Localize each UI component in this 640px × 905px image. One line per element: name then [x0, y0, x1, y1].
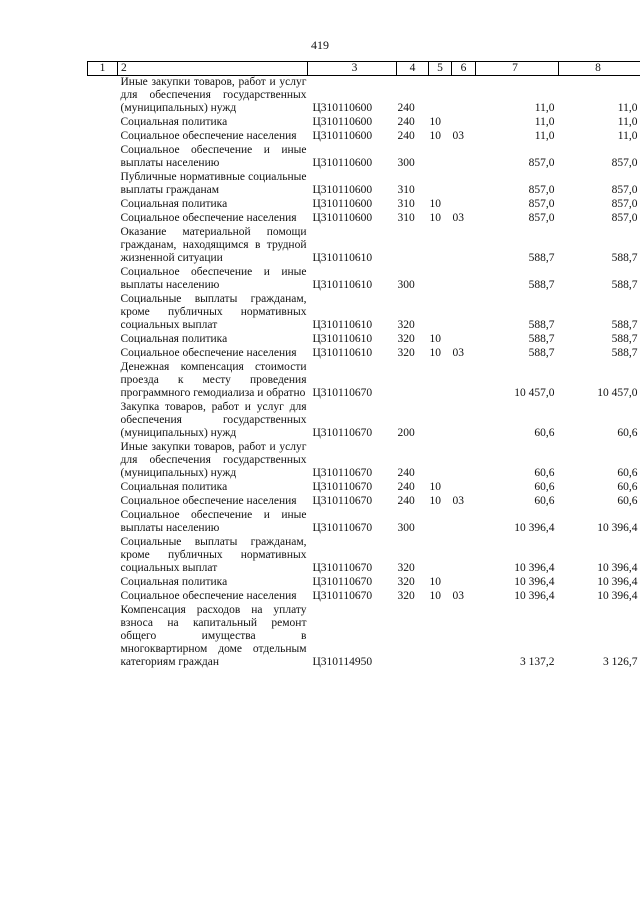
section-cell: [429, 144, 452, 171]
section-cell: [429, 604, 452, 670]
expense-name-cell: Социальная политика: [120, 198, 228, 210]
subsection-cell: 03: [452, 130, 464, 142]
target-code-cell: Ц310110610: [312, 279, 373, 291]
row-number-cell: [88, 495, 118, 509]
amount-cell: 60,6: [617, 427, 638, 439]
section-cell: 10: [429, 590, 441, 602]
target-code-cell: Ц310110610: [312, 333, 373, 345]
expense-type-cell: 320: [397, 319, 415, 331]
subsection-cell: [452, 171, 476, 198]
amount-cell: 588,7: [611, 347, 638, 359]
row-number-cell: [88, 171, 118, 198]
row-number-cell: [88, 226, 118, 266]
row-number-cell: [88, 509, 118, 536]
section-cell: [429, 509, 452, 536]
amount-cell: 857,0: [528, 212, 555, 224]
table-row: [88, 481, 640, 495]
section-cell: [429, 441, 452, 481]
target-code-cell: Ц310110610: [312, 347, 373, 359]
amount-cell: 3 137,2: [520, 656, 555, 668]
subsection-cell: 03: [452, 590, 464, 602]
table-row: [88, 76, 640, 117]
target-code-cell: Ц310110670: [312, 590, 373, 602]
expense-type-cell: [397, 361, 429, 401]
section-cell: 10: [429, 333, 441, 345]
amount-cell: 857,0: [611, 184, 638, 196]
section-cell: [429, 226, 452, 266]
subsection-cell: [452, 116, 476, 130]
subsection-cell: [452, 293, 476, 333]
row-number-cell: [88, 536, 118, 576]
amount-cell: 10 396,4: [597, 522, 638, 534]
expense-type-cell: 320: [397, 562, 415, 574]
subsection-cell: [452, 401, 476, 441]
amount-cell: 10 396,4: [514, 590, 555, 602]
target-code-cell: Ц310114950: [312, 656, 373, 668]
table-body: [88, 76, 640, 671]
amount-cell: 10 457,0: [514, 387, 555, 399]
table-row: [88, 576, 640, 590]
section-cell: [429, 401, 452, 441]
target-code-cell: Ц310110600: [312, 116, 373, 128]
amount-cell: 857,0: [528, 157, 555, 169]
expense-name-cell: Социальное обеспечение и иные выплаты населению: [120, 509, 307, 534]
amount-cell: 857,0: [611, 157, 638, 169]
amount-cell: 11,0: [534, 130, 555, 142]
expense-name-cell: Закупка товаров, работ и услуг для обеспечения государственных (муниципальных) нужд: [120, 401, 307, 439]
amount-cell: 10 396,4: [514, 522, 555, 534]
expense-name-cell: Компенсация расходов на уплату взноса на капитальный ремонт общего имущества в многоквартирном доме отдельным категориям граждан: [120, 604, 307, 668]
section-cell: [429, 266, 452, 293]
amount-cell: 588,7: [528, 252, 555, 264]
row-number-cell: [88, 198, 118, 212]
row-number-cell: [88, 76, 118, 117]
row-number-cell: [88, 144, 118, 171]
expense-type-cell: 310: [397, 212, 415, 224]
target-code-cell: Ц310110670: [312, 427, 373, 439]
expense-type-cell: 300: [397, 279, 415, 291]
expense-type-cell: [397, 226, 429, 266]
expense-type-cell: 240: [397, 102, 415, 114]
expense-type-cell: 310: [397, 184, 415, 196]
amount-cell: 857,0: [611, 212, 638, 224]
subsection-cell: [452, 76, 476, 117]
table-row: [88, 333, 640, 347]
section-cell: [429, 293, 452, 333]
column-header: 3: [308, 62, 397, 76]
subsection-cell: [452, 441, 476, 481]
page-number: 419: [311, 38, 329, 52]
expense-type-cell: 320: [397, 333, 415, 345]
target-code-cell: Ц310110600: [312, 212, 373, 224]
section-cell: 10: [429, 116, 441, 128]
subsection-cell: [452, 576, 476, 590]
amount-cell: 10 396,4: [514, 562, 555, 574]
target-code-cell: Ц310110600: [312, 102, 373, 114]
row-number-cell: [88, 576, 118, 590]
column-header-row: [88, 62, 640, 76]
expense-name-cell: Социальные выплаты гражданам, кроме публичных нормативных социальных выплат: [120, 536, 307, 574]
amount-cell: 10 396,4: [597, 576, 638, 588]
amount-cell: 857,0: [611, 198, 638, 210]
amount-cell: 10 396,4: [597, 590, 638, 602]
amount-cell: 60,6: [534, 427, 555, 439]
amount-cell: 11,0: [617, 116, 638, 128]
amount-cell: 3 126,7: [603, 656, 638, 668]
amount-cell: 588,7: [528, 347, 555, 359]
target-code-cell: Ц310110610: [312, 252, 373, 264]
amount-cell: 588,7: [611, 333, 638, 345]
section-cell: 10: [429, 198, 441, 210]
amount-cell: 10 396,4: [514, 576, 555, 588]
row-number-cell: [88, 441, 118, 481]
target-code-cell: Ц310110600: [312, 157, 373, 169]
table-row: [88, 144, 640, 171]
expense-name-cell: Иные закупки товаров, работ и услуг для обеспечения государственных (муниципальных) нужд: [120, 76, 307, 114]
row-number-cell: [88, 401, 118, 441]
amount-cell: 60,6: [617, 481, 638, 493]
column-header: 1: [88, 62, 118, 76]
expense-type-cell: 240: [397, 481, 415, 493]
section-cell: 10: [429, 347, 441, 359]
row-number-cell: [88, 481, 118, 495]
table-row: [88, 116, 640, 130]
section-cell: 10: [429, 212, 441, 224]
row-number-cell: [88, 604, 118, 670]
row-number-cell: [88, 293, 118, 333]
section-cell: [429, 171, 452, 198]
target-code-cell: Ц310110600: [312, 184, 373, 196]
column-header: 5: [429, 62, 452, 76]
amount-cell: 60,6: [534, 467, 555, 479]
subsection-cell: [452, 198, 476, 212]
expense-name-cell: Социальное обеспечение населения: [120, 590, 297, 602]
section-cell: [429, 76, 452, 117]
budget-table: [87, 61, 640, 670]
subsection-cell: [452, 361, 476, 401]
expense-name-cell: Социальное обеспечение населения: [120, 212, 297, 224]
table-row: [88, 441, 640, 481]
expense-name-cell: Социальное обеспечение населения: [120, 495, 297, 507]
amount-cell: 10 457,0: [597, 387, 638, 399]
subsection-cell: [452, 266, 476, 293]
table-row: [88, 212, 640, 226]
table-row: [88, 293, 640, 333]
table-row: [88, 361, 640, 401]
table-row: [88, 130, 640, 144]
target-code-cell: Ц310110610: [312, 319, 373, 331]
amount-cell: 11,0: [534, 116, 555, 128]
target-code-cell: Ц310110670: [312, 387, 373, 399]
amount-cell: 588,7: [611, 319, 638, 331]
expense-type-cell: 240: [397, 467, 415, 479]
table-row: [88, 509, 640, 536]
expense-type-cell: 240: [397, 495, 415, 507]
expense-name-cell: Социальные выплаты гражданам, кроме публичных нормативных социальных выплат: [120, 293, 307, 331]
expense-name-cell: Социальная политика: [120, 481, 228, 493]
subsection-cell: [452, 144, 476, 171]
expense-type-cell: [397, 604, 429, 670]
target-code-cell: Ц310110670: [312, 467, 373, 479]
section-cell: 10: [429, 481, 441, 493]
expense-name-cell: Социальная политика: [120, 116, 228, 128]
amount-cell: 60,6: [617, 495, 638, 507]
subsection-cell: [452, 604, 476, 670]
target-code-cell: Ц310110600: [312, 130, 373, 142]
subsection-cell: [452, 226, 476, 266]
amount-cell: 60,6: [617, 467, 638, 479]
subsection-cell: 03: [452, 347, 464, 359]
expense-name-cell: Социальное обеспечение населения: [120, 130, 297, 142]
amount-cell: 588,7: [528, 279, 555, 291]
table-row: [88, 495, 640, 509]
row-number-cell: [88, 333, 118, 347]
row-number-cell: [88, 347, 118, 361]
expense-type-cell: 300: [397, 157, 415, 169]
table-row: [88, 198, 640, 212]
target-code-cell: Ц310110670: [312, 495, 373, 507]
amount-cell: 60,6: [534, 495, 555, 507]
section-cell: 10: [429, 576, 441, 588]
subsection-cell: [452, 509, 476, 536]
target-code-cell: Ц310110670: [312, 576, 373, 588]
subsection-cell: [452, 481, 476, 495]
amount-cell: 11,0: [617, 102, 638, 114]
row-number-cell: [88, 130, 118, 144]
table-row: [88, 401, 640, 441]
amount-cell: 588,7: [611, 252, 638, 264]
section-cell: [429, 361, 452, 401]
column-header: 7: [476, 62, 559, 76]
expense-type-cell: 320: [397, 347, 415, 359]
expense-type-cell: 240: [397, 116, 415, 128]
expense-name-cell: Социальное обеспечение и иные выплаты населению: [120, 266, 307, 291]
table-row: [88, 604, 640, 670]
expense-type-cell: 200: [397, 427, 415, 439]
column-header: 4: [397, 62, 429, 76]
table-row: [88, 347, 640, 361]
target-code-cell: Ц310110670: [312, 562, 373, 574]
subsection-cell: 03: [452, 212, 464, 224]
expense-type-cell: 300: [397, 522, 415, 534]
subsection-cell: 03: [452, 495, 464, 507]
table-row: [88, 171, 640, 198]
expense-name-cell: Социальное обеспечение и иные выплаты населению: [120, 144, 307, 169]
expense-name-cell: Социальная политика: [120, 333, 228, 345]
amount-cell: 60,6: [534, 481, 555, 493]
amount-cell: 857,0: [528, 184, 555, 196]
amount-cell: 11,0: [617, 130, 638, 142]
expense-type-cell: 240: [397, 130, 415, 142]
amount-cell: 11,0: [534, 102, 555, 114]
row-number-cell: [88, 212, 118, 226]
target-code-cell: Ц310110670: [312, 481, 373, 493]
table-row: [88, 226, 640, 266]
expense-name-cell: Социальное обеспечение населения: [120, 347, 297, 359]
section-cell: 10: [429, 495, 441, 507]
amount-cell: 588,7: [611, 279, 638, 291]
amount-cell: 857,0: [528, 198, 555, 210]
expense-type-cell: 310: [397, 198, 415, 210]
expense-name-cell: Иные закупки товаров, работ и услуг для обеспечения государственных (муниципальных) нужд: [120, 441, 307, 479]
expense-name-cell: Оказание материальной помощи гражданам, находящимся в трудной жизненной ситуации: [120, 226, 307, 264]
subsection-cell: [452, 333, 476, 347]
amount-cell: 10 396,4: [597, 562, 638, 574]
table-row: [88, 590, 640, 604]
expense-type-cell: 320: [397, 576, 415, 588]
expense-name-cell: Публичные нормативные социальные выплаты гражданам: [120, 171, 307, 196]
table-row: [88, 266, 640, 293]
amount-cell: 588,7: [528, 319, 555, 331]
column-header: 6: [452, 62, 476, 76]
column-header: 2: [118, 62, 308, 76]
section-cell: [429, 536, 452, 576]
target-code-cell: Ц310110600: [312, 198, 373, 210]
subsection-cell: [452, 536, 476, 576]
row-number-cell: [88, 266, 118, 293]
table-row: [88, 536, 640, 576]
row-number-cell: [88, 361, 118, 401]
expense-name-cell: Социальная политика: [120, 576, 228, 588]
section-cell: 10: [429, 130, 441, 142]
row-number-cell: [88, 116, 118, 130]
expense-name-cell: Денежная компенсация стоимости проезда к месту проведения программного гемодиализа и обратно: [120, 361, 307, 399]
column-header: 8: [559, 62, 640, 76]
row-number-cell: [88, 590, 118, 604]
target-code-cell: Ц310110670: [312, 522, 373, 534]
amount-cell: 588,7: [528, 333, 555, 345]
expense-type-cell: 320: [397, 590, 415, 602]
